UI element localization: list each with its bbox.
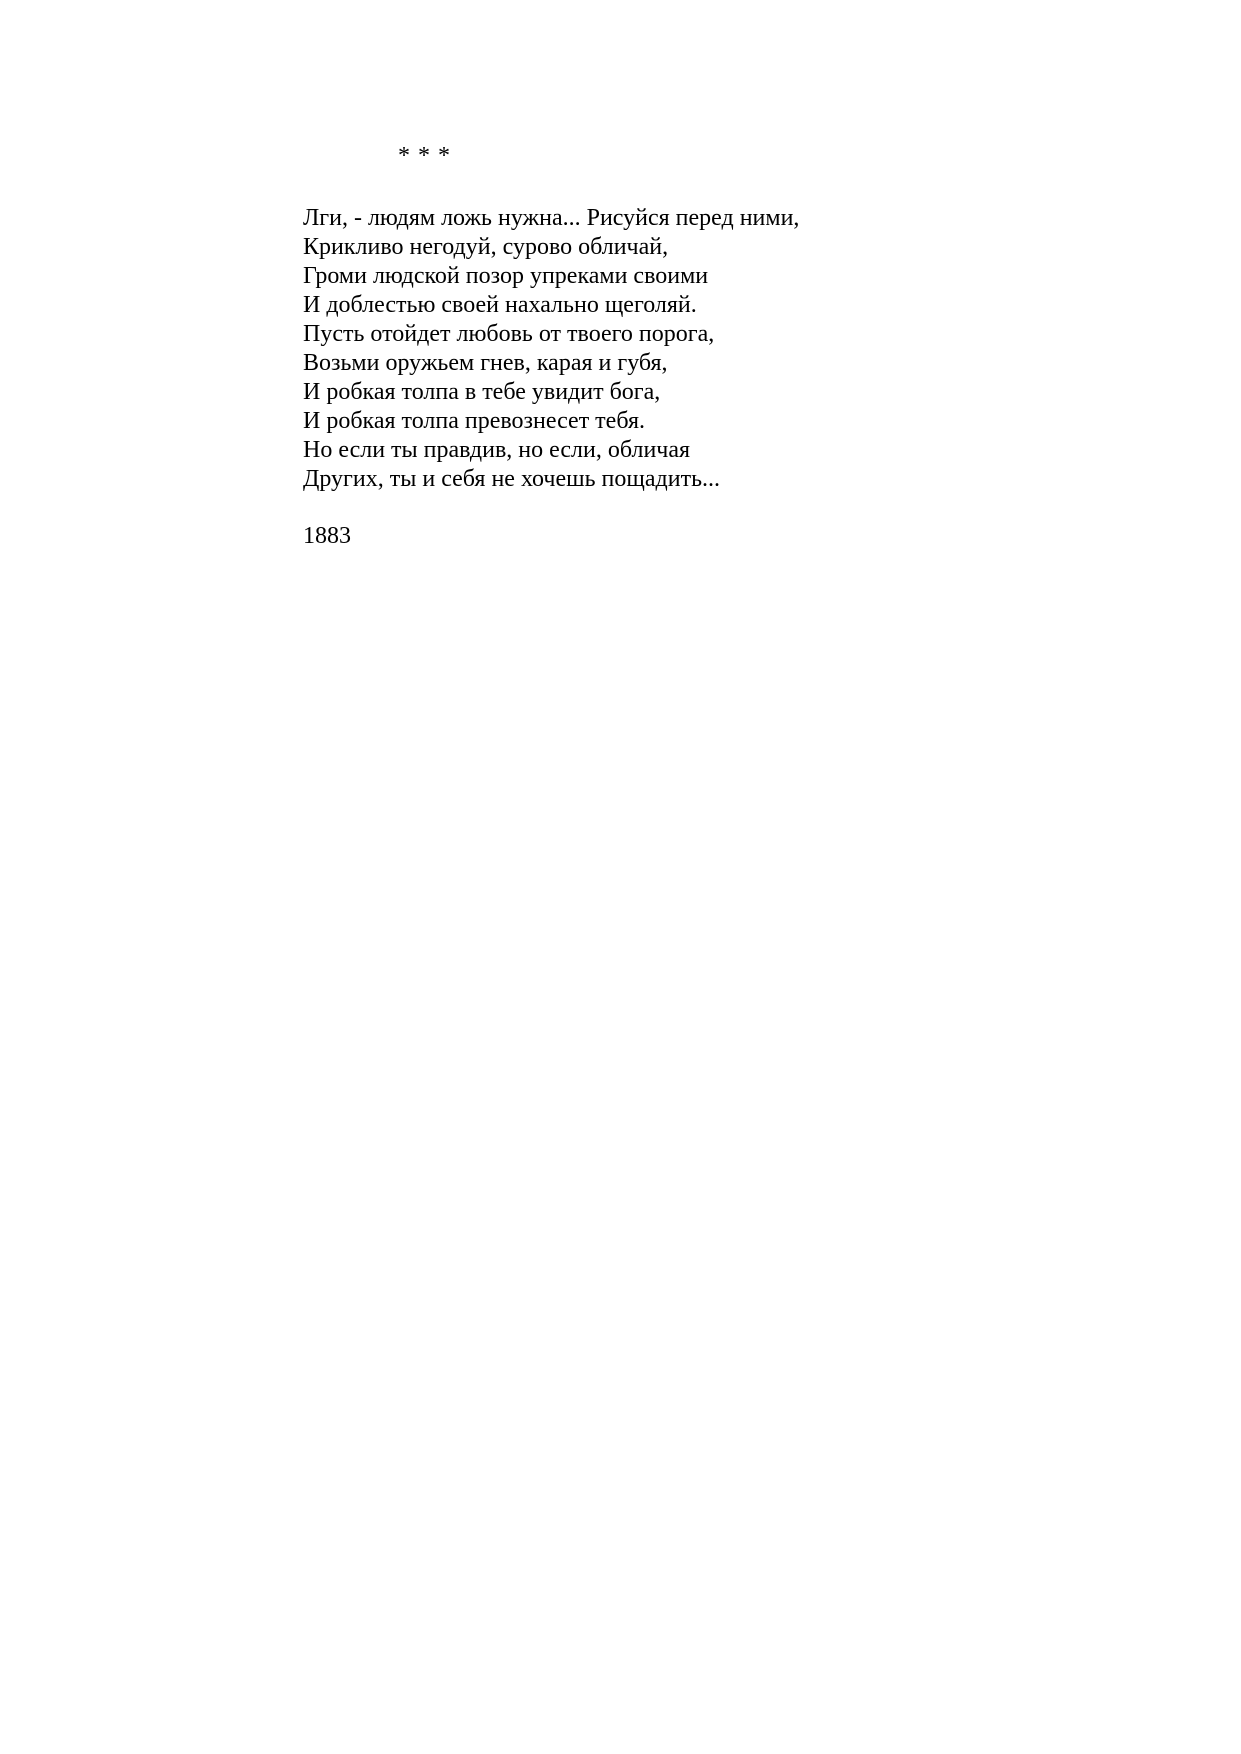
poem-line: И робкая толпа в тебе увидит бога, (303, 379, 661, 405)
poem-line: И робкая толпа превознесет тебя. (303, 408, 645, 434)
poem-line: Крикливо негодуй, сурово обличай, (303, 234, 669, 260)
poem-year: 1883 (303, 523, 351, 549)
section-ornament: * * * (398, 143, 451, 169)
poem-line: Других, ты и себя не хочешь пощадить... (303, 466, 721, 492)
poem-line: И доблестью своей нахально щеголяй. (303, 292, 697, 318)
poem-line: Пусть отойдет любовь от твоего порога, (303, 321, 715, 347)
poem-line: Возьми оружьем гнев, карая и губя, (303, 350, 668, 376)
poem-line: Но если ты правдив, но если, обличая (303, 437, 691, 463)
poem-line: Громи людской позор упреками своими (303, 263, 709, 289)
poem-body (303, 204, 799, 494)
poem-line: Лги, - людям ложь нужна... Рисуйся перед ними, (303, 205, 800, 231)
